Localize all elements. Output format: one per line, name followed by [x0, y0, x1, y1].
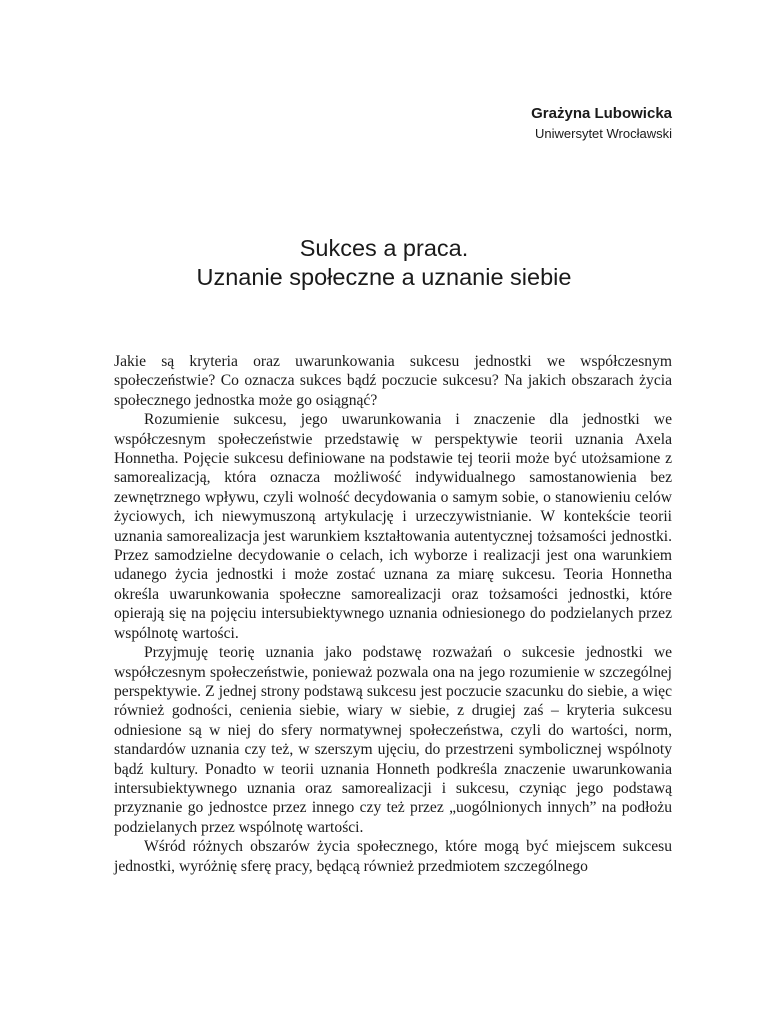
paragraph-3: Przyjmuję teorię uznania jako podstawę rozważań o sukcesie jednostki we współczesnym społeczeństwie, ponieważ pozwala ona na jego rozumienie w szczególnej perspektywie. Z jednej strony podstawą sukcesu jest poczucie szacunku do siebie, a więc również godności, cenienia siebie, wiary w siebie, z drugiej zaś – kryteria sukcesu odniesione są w niej do sfery normatywnej społeczeństwa, czyli do wartości, norm, standardów uznania czy też, w szerszym ujęciu, do przestrzeni symbolicznej wspólnoty bądź kultury. Ponadto w teorii uznania Honneth podkreśla znaczenie uwarunkowania intersubiektywnego uznania oraz samorealizacji i sukcesu, czyniąc jego podstawą przyznanie go jednostce przez innego czy też przez „uogólnionych innych” na podłożu podzielanych przez wspólnotę wartości.: [114, 644, 672, 836]
author-block: [531, 104, 672, 143]
author-affiliation: Uniwersytet Wrocławski: [534, 126, 672, 141]
paragraph-2: Rozumienie sukcesu, jego uwarunkowania i znaczenie dla jednostki we współczesnym społeczeństwie przedstawię w perspektywie teorii uznania Axela Honnetha. Pojęcie sukcesu definiowane na podstawie tej teorii może być utożsamione z samorealizacją, która oznacza możliwość indywidualnego samostanowienia bez zewnętrznego wpływu, czyli wolność decydowania o samym sobie, o stanowieniu celów życiowych, ich niewymuszoną artykulację i urzeczywistnianie. W kontekście teorii uznania samorealizacja jest warunkiem kształtowania autentycznej tożsamości jednostki. Przez samodzielne decydowanie o celach, ich wyborze i realizacji jest ona warunkiem udanego życia jednostki i może zostać uznana za miarę sukcesu. Teoria Honnetha określa uwarunkowania społeczne samorealizacji oraz tożsamości jednostki, które opierają się na pojęciu intersubiektywnego uznania odniesionego do podzielanych przez wspólnotę wartości.: [114, 411, 672, 642]
title-line-2: Uznanie społeczne a uznanie siebie: [196, 264, 572, 290]
paragraph-4: Wśród różnych obszarów życia społecznego, które mogą być miejscem sukcesu jednostki, wyróżnię sferę pracy, będącą również przedmiotem szczególnego: [114, 838, 672, 875]
article-body: [114, 352, 672, 876]
article-title: [0, 234, 768, 292]
paragraph-1: Jakie są kryteria oraz uwarunkowania sukcesu jednostki we współczesnym społeczeństwie? Co oznacza sukces bądź poczucie sukcesu? Na jakich obszarach życia społecznego jednostka może go osiągnąć?: [114, 353, 672, 409]
title-line-1: Sukces a praca.: [299, 235, 469, 261]
author-name: Grażyna Lubowicka: [531, 105, 672, 122]
